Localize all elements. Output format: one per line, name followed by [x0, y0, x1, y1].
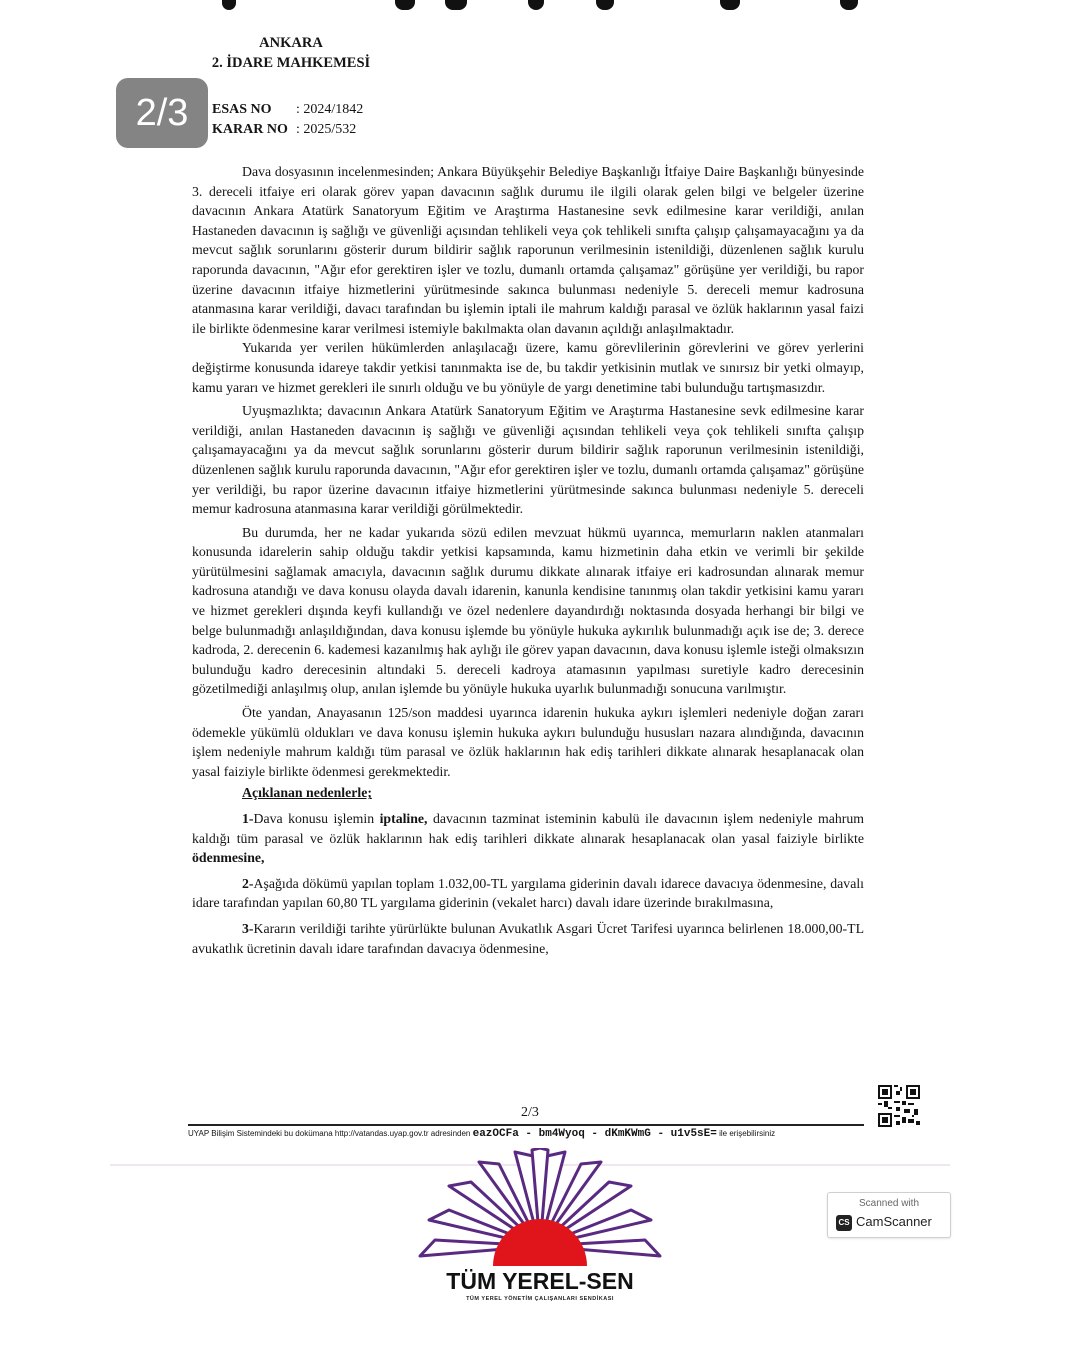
camscanner-watermark	[827, 1192, 951, 1238]
paragraph: Öte yandan, Anayasanın 125/son maddesi uyarınca idarenin hukuka aykırı işlemleri nedeniyle doğan zararı ödemekle yükümlü oldukları ve dava konusu işlemin hukuka aykırı bulunduğu hususları nazara alındığında, davacının işlem nedeniyle mahrum kaldığı tüm parasal ve özlük haklarının hak ediş tarihleri dikkate alınarak hesaplanacak olan yasal faiziyle birlikte ödenmesi gerekmektedir.	[192, 705, 864, 779]
watermark-line1: Scanned with	[858, 1198, 920, 1209]
watermark-line2: CamScanner	[856, 1214, 932, 1229]
paragraph: Bu durumda, her ne kadar yukarıda sözü edilen mevzuat hükmü uyarınca, memurların naklen atanmaları konusunda idarelerin sahip olduğu takdir yetkisi kapsamında, kamu hizmetinin daha etkin ve verimli bir şekilde yürütülmesini sağlamak amacıyla, davacının sağlık durumu dikkate alınarak itfaiye eri kadrosundan alınarak memur kadrosuna atandığı ve dava konusu olayda davalı idarenin, kanunla kendisine tanınmış olan takdir yetkisini kamu yararı ve hizmet gerekleri dışında keyfi kullandığı ve özel nedenlere dayandırdığı noktasında dosyada herhangi bir bilgi ve belge bulunmadığı anlaşıldığından, dava konusu işlemde bu yönüyle hukuka aykırılık bulunmadığı açık ise de; 3. derece kadroda, 2. derecenin 6. kademesi kazanılmış hak aylığı ile görev yapan davacının, dava konusu işlemle isteği olmaksızın bulunduğu kadro derecesinin altındaki 5. dereceli kadroya atamasının yapılması suretiyle kadro derecesinin gözetilmediği anlaşılmış olup, anılan işlemde bu yönüyle hukuka uyarlık bulunmadığı sonucuna varılmıştır.	[192, 524, 865, 697]
document-access-code: eazOCFa - bm4Wyoq - dKmKWmG - u1v5sE=	[472, 1128, 717, 1140]
camscanner-icon: CS	[836, 1215, 852, 1231]
court-name: 2. İDARE MAHKEMESİ	[211, 55, 371, 71]
verdict-item-2: 2-Aşağıda dökümü yapılan toplam 1.032,00-TL yargılama giderinin davalı idarece davacıya ödenmesine, davalı idare tarafından yapılan 60,80 TL yargılama giderinin (vekalet harcı) davalı idare üzerinde bırakılmasına,	[192, 875, 864, 911]
uyap-footer	[188, 1127, 878, 1141]
karar-label: KARAR NO	[212, 122, 288, 137]
item-number: 2-	[242, 875, 254, 891]
logo-title: TÜM YEREL-SEN	[446, 1268, 634, 1294]
esas-value: : 2024/1842	[296, 102, 364, 117]
footer-prefix: UYAP Bilişim Sistemindeki bu dokümana http://vatandas.uyap.gov.tr adresinden	[188, 1129, 471, 1138]
footer-suffix: ile erişebilirsiniz	[719, 1129, 776, 1138]
esas-label: ESAS NO	[212, 102, 272, 117]
court-header	[198, 33, 384, 73]
karar-value: : 2025/532	[296, 122, 357, 137]
paragraph: Yukarıda yer verilen hükümlerden anlaşılacağı üzere, kamu görevlilerinin görevlerini ve görev yerlerini değiştirme konusunda idareye takdir yetkisi tanınmakta ise de, bu takdir yetkisinin mutlak ve sınırsız bir yetki olmayıp, kamu yararı ve hizmet gerekleri ile sınırlı olduğu ve bu yönüyle de yargı denetimine tabi bulunduğu tartışmasızdır.	[192, 340, 864, 395]
case-meta	[212, 100, 363, 140]
page-number: 2/3	[521, 1105, 539, 1120]
emphasis: iptaline,	[379, 811, 428, 826]
cropped-header-text	[0, 0, 1080, 14]
item-number: 1-	[242, 811, 254, 826]
document-body	[192, 162, 864, 958]
verdict-heading: Açıklanan nedenlerle;	[242, 785, 372, 801]
footer-divider	[188, 1124, 864, 1126]
logo-subtitle: TÜM YEREL YÖNETİM ÇALIŞANLARI SENDİKASI	[466, 1296, 614, 1302]
verdict-item-3: 3-Kararın verildiği tarihte yürürlükte bulunan Avukatlık Asgari Ücret Tarifesi uyarınca belirlenen 18.000,00-TL avukatlık ücretinin davalı idare tarafından davacıya ödenmesine,	[192, 920, 864, 956]
item-number: 3-	[242, 920, 254, 936]
paragraph: Uyuşmazlıkta; davacının Ankara Atatürk Sanatoryum Eğitim ve Araştırma Hastanesine sevk edilmesine karar verildiği, anılan Hastaneden davacının iş sağlığı ve güvenliği açısından tehlikeli veya çok tehlikeli sınıfta çalışıp çalışamayacağını ya da mevcut sağlık sorunlarını gösterir durum bildirir sağlık raporunun verilmesinin istenildiği, düzenlenen sağlık kurulu raporunda davacının, "Ağır efor gerektiren işler ve tozlu, dumanlı ortamda çalışamaz" görüşüne yer verildiği, bu rapor üzerine davacının itfaiye hizmetlerini yürütmesinde sakınca bulunması nedeniyle 5. dereceli memur kadrosuna atanmasına karar verildiği görülmektedir.	[192, 403, 864, 517]
qr-code-icon	[878, 1085, 920, 1127]
paragraph: Dava dosyasının incelenmesinden; Ankara Büyükşehir Belediye Başkanlığı İtfaiye Daire Başkanlığı bünyesinde 3. dereceli itfaiye eri olarak görev yapan davacının sağlık durumu ile ilgili olarak gelen bilgi ve belgeler üzerine davacının Ankara Atatürk Sanatoryum Eğitim ve Araştırma Hastanesine sevk edilmesine karar verildiği, anılan Hastaneden davacının iş sağlığı ve güvenliği açısından tehlikeli veya çok tehlikeli sınıfta çalışıp çalışamayacağını ya da mevcut sağlık sorunlarını gösterir durum bildirir sağlık raporunun verilmesinin istenildiği, düzenlenen sağlık kurulu raporunda davacının, "Ağır efor gerektiren işler ve tozlu, dumanlı ortamda çalışamaz" görüşüne yer verildiği, bu rapor üzerine davacının itfaiye hizmetlerini yürütmesinde sakınca bulunması nedeniyle 5. dereceli memur kadrosuna atanmasına karar verildiği, davacı tarafından bu işlemin iptali ile mahrum kaldığı parasal ve özlük haklarının yasal faizi ile birlikte ödenmesine karar verilmesi istemiyle bakılmakta olan davanın açıldığı anlaşılmaktadır.	[192, 164, 864, 336]
emphasis: ödenmesine,	[192, 850, 265, 866]
court-city: ANKARA	[259, 35, 323, 51]
page-indicator-badge: 2/3	[116, 78, 208, 148]
verdict-item-1: 1-Dava konusu işlemin iptaline, davacının tazminat isteminin kabulü ile davacının işlem nedeniyle mahrum kaldığı tüm parasal ve özlük haklarının hak ediş tarihleri dikkate alınarak hesaplanacak olan yasal faiziyle birlikte ödenmesine,	[192, 811, 864, 866]
